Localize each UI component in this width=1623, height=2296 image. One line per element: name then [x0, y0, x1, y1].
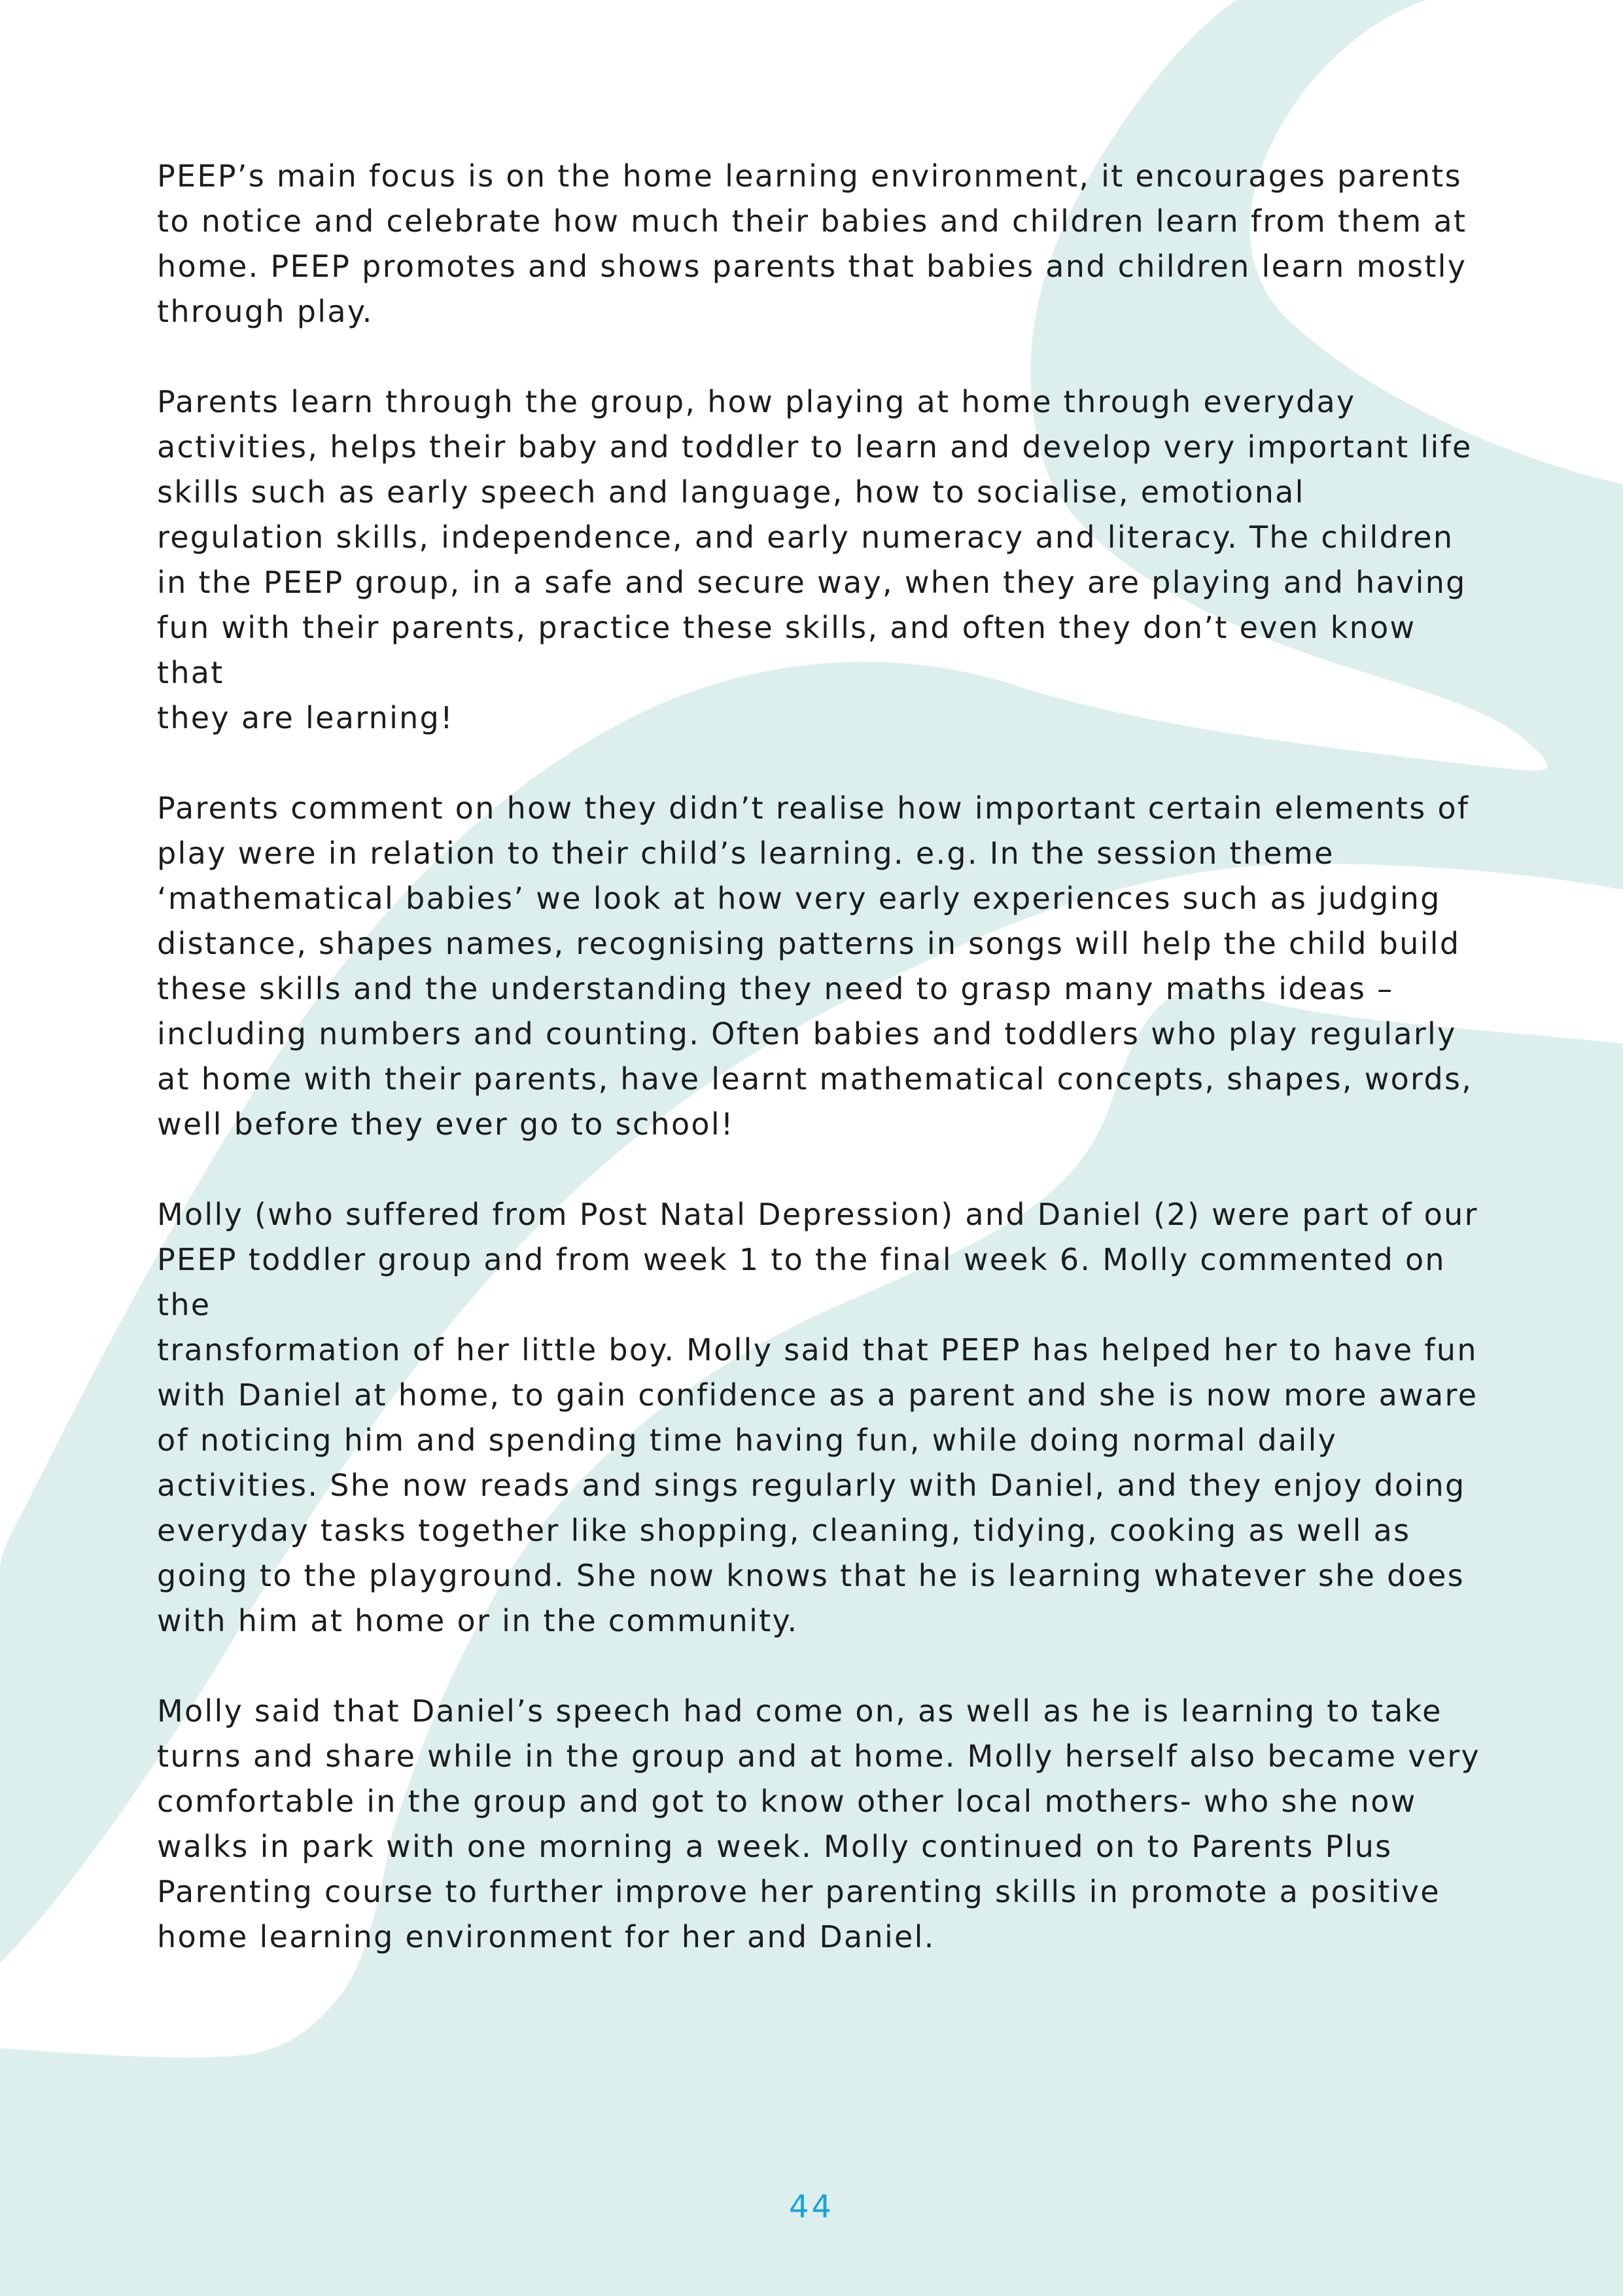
paragraph-molly-story: Molly (who suffered from Post Natal Depression) and Daniel (2) were part of our PEEP toddler group and from week 1 to the final week 6. Molly commented on the transformation of her little boy. Molly said that PEEP has helped her to have fun with Daniel at home, to gain confidence as a parent and she is now more aware of noticing him and spending time having fun, while doing normal daily activities. She now reads and sings regularly with Daniel, and they enjoy doing everyday tasks together like shopping, cleaning, tidying, cooking as well as going to the playground. She now knows that he is learning whatever she does with him at home or in the community.	[157, 1197, 1478, 1638]
body-text	[157, 154, 1485, 2005]
paragraph-parents-learn: Parents learn through the group, how playing at home through everyday activities, helps their baby and toddler to learn and develop very important life skills such as early speech and language, how to socialise, emotional regulation skills, independence, and early numeracy and literacy. The children in the PEEP group, in a safe and secure way, when they are playing and having fun with their parents, practice these skills, and often they don’t even know that they are learning!	[157, 384, 1473, 735]
page-number: 44	[788, 2189, 835, 2225]
paragraph-peep-focus: PEEP’s main focus is on the home learning environment, it encourages parents to notice and celebrate how much their babies and children learn from them at home. PEEP promotes and shows parents that babies and children learn mostly through play.	[157, 158, 1467, 329]
paragraph-molly-outcome: Molly said that Daniel’s speech had come on, as well as he is learning to take turns and share while in the group and at home. Molly herself also became very comfortable in the group and got to know other local mothers- who she now walks in park with one morning a week. Molly continued on to Parents Plus Parenting course to further improve her parenting skills in promote a positive home learning environment for her and Daniel.	[157, 1693, 1481, 1954]
paragraph-parents-comment: Parents comment on how they didn’t realise how important certain elements of play were in relation to their child’s learning. e.g. In the session theme ‘mathematical babies’ we look at how very early experiences such as judging distance, shapes names, recognising patterns in songs will help the child build these skills and the understanding they need to grasp many maths ideas – including numbers and counting. Often babies and toddlers who play regularly at home with their parents, have learnt mathematical concepts, shapes, words, well before they ever go to school!	[157, 790, 1473, 1142]
